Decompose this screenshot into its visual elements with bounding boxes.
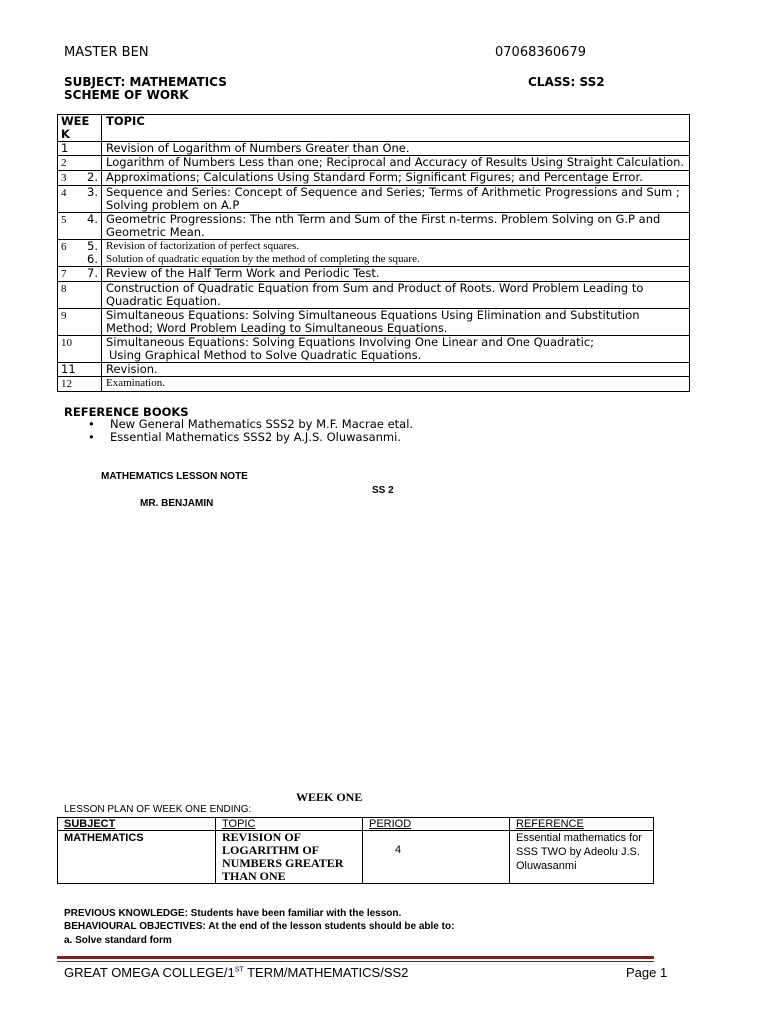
week-cell: 5 4. <box>58 213 102 240</box>
table-row <box>58 363 690 377</box>
reference-list <box>88 418 413 444</box>
bullet-icon: • <box>88 430 95 444</box>
table-cell: PERIOD <box>363 818 510 831</box>
list-item: • Essential Mathematics SSS2 by A.J.S. Oluwasanmi. <box>88 430 401 444</box>
week-column-header: WEE K <box>58 115 102 142</box>
week-cell: 4 3. <box>58 186 102 213</box>
week-one-heading: WEEK ONE <box>296 790 363 804</box>
objective-a: a. Solve standard form <box>64 935 172 946</box>
week-cell: 10 <box>58 336 102 363</box>
topic-cell: Construction of Quadratic Equation from Sum and Product of Roots. Word Problem Leading to Quadratic Equation. <box>102 282 690 309</box>
week-cell: 2 <box>58 156 102 171</box>
table-row <box>58 142 690 156</box>
behavioural-objectives: BEHAVIOURAL OBJECTIVES: At the end of the lesson students should be able to: <box>64 921 455 932</box>
topic-cell <box>102 336 690 363</box>
table-row <box>58 377 690 392</box>
topic-cell: Geometric Progressions: The nth Term and Sum of the First n-terms. Problem Solving on G.P and Geometric Mean. <box>102 213 690 240</box>
table-cell: TOPIC <box>216 818 363 831</box>
author-name: MASTER BEN <box>64 45 149 60</box>
class-label: CLASS: SS2 <box>528 75 605 89</box>
footer-rule-thick <box>57 956 654 959</box>
topic-cell: REVISION OF LOGARITHM OF NUMBERS GREATER THAN ONE <box>216 831 363 884</box>
scheme-of-work-table <box>57 114 690 392</box>
table-row <box>58 240 690 267</box>
lesson-note-title: MATHEMATICS LESSON NOTE <box>101 471 248 482</box>
table-row <box>58 282 690 309</box>
topic-cell: Simultaneous Equations: Solving Simultaneous Equations Using Elimination and Substitution Method; Word Problem Leading to Simultaneous Equations. <box>102 309 690 336</box>
topic-line: Using Graphical Method to Solve Quadratic Equations. <box>109 348 422 362</box>
lesson-plan-table <box>57 817 654 884</box>
topic-cell: Approximations; Calculations Using Standard Form; Significant Figures; and Percentage Error. <box>102 171 690 186</box>
topic-line: Revision of factorization of perfect squares. <box>106 240 300 252</box>
week-cell: 1 <box>58 142 102 156</box>
table-row <box>58 267 690 282</box>
table-row <box>58 309 690 336</box>
table-cell: SUBJECT <box>58 818 216 831</box>
topic-cell: Examination. <box>102 377 690 392</box>
lesson-note-class: SS 2 <box>372 485 394 496</box>
table-cell: REFERENCE <box>510 818 654 831</box>
page-number: Page 1 <box>626 965 668 980</box>
lesson-plan-label: LESSON PLAN OF WEEK ONE ENDING: <box>64 804 252 815</box>
topic-cell: Logarithm of Numbers Less than one; Reciprocal and Accuracy of Results Using Straight Calculation. <box>102 156 690 171</box>
table-row <box>58 213 690 240</box>
topic-cell: Revision. <box>102 363 690 377</box>
table-header-row <box>58 818 654 831</box>
lesson-note-teacher: MR. BENJAMIN <box>140 498 214 509</box>
topic-cell: Review of the Half Term Work and Periodic Test. <box>102 267 690 282</box>
footer-title: GREAT OMEGA COLLEGE/1ST TERM/MATHEMATICS/SS2 <box>64 965 409 980</box>
table-row <box>58 186 690 213</box>
reference-books-title: REFERENCE BOOKS <box>64 405 189 419</box>
table-header-row <box>58 115 690 142</box>
footer-rule-thin <box>57 961 654 962</box>
table-row <box>58 831 654 884</box>
topic-cell <box>102 240 690 267</box>
week-cell: 8 <box>58 282 102 309</box>
list-item: • New General Mathematics SSS2 by M.F. Macrae etal. <box>88 417 414 431</box>
topic-line: Solution of quadratic equation by the method of completing the square. <box>106 253 420 265</box>
topic-cell: Sequence and Series: Concept of Sequence and Series; Terms of Arithmetic Progressions and Sum ; Solving problem on A.P <box>102 186 690 213</box>
topic-column-header: TOPIC <box>102 115 690 142</box>
scheme-title: SCHEME OF WORK <box>64 88 189 102</box>
week-cell: 11 <box>58 363 102 377</box>
table-row <box>58 336 690 363</box>
week-cell: 7 7. <box>58 267 102 282</box>
week-cell: 3 2. <box>58 171 102 186</box>
subject-cell: MATHEMATICS <box>58 831 216 884</box>
topic-cell: Revision of Logarithm of Numbers Greater than One. <box>102 142 690 156</box>
week-cell: 9 <box>58 309 102 336</box>
week-cell: 6 5. 6. <box>58 240 102 267</box>
week-cell: 12 <box>58 377 102 392</box>
previous-knowledge: PREVIOUS KNOWLEDGE: Students have been familiar with the lesson. <box>64 908 402 919</box>
table-row <box>58 156 690 171</box>
topic-line: Simultaneous Equations: Solving Equations Involving One Linear and One Quadratic; <box>106 335 595 349</box>
subject-label: SUBJECT: MATHEMATICS <box>64 75 227 89</box>
bullet-icon: • <box>88 417 95 431</box>
table-row <box>58 171 690 186</box>
reference-cell: Essential mathematics for SSS TWO by Adeolu J.S. Oluwasanmi <box>510 831 654 884</box>
period-cell: 4 <box>363 831 510 884</box>
phone-number: 07068360679 <box>495 45 586 60</box>
